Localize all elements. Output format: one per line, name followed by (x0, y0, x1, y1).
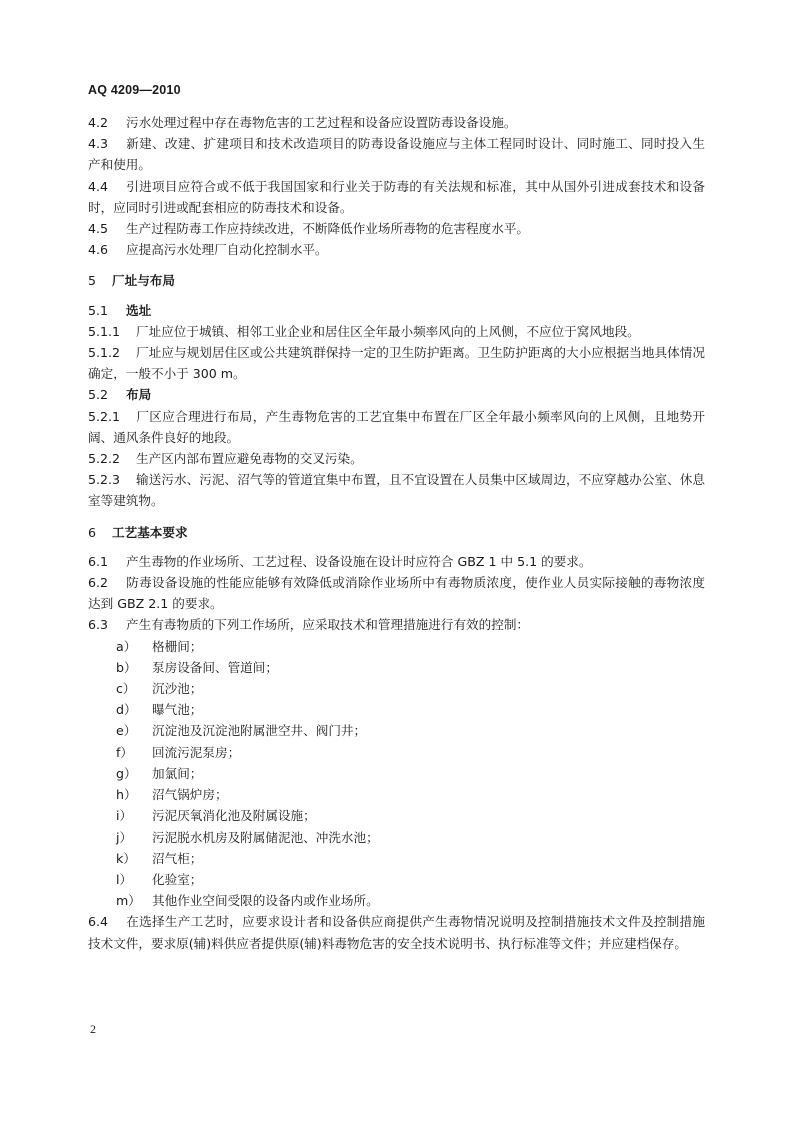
list-item (116, 699, 705, 720)
clause-text: 防毒设备设施的性能应能够有效降低或消除作业场所中有毒物质浓度，使作业人员实际接触的毒物浓度达到 GBZ 2.1 的要求。 (88, 575, 705, 612)
clause-number: 4.4 (88, 178, 109, 194)
subsection-number: 5.1 (88, 302, 109, 318)
clause-6-4 (88, 911, 705, 953)
list-item-text: 格栅间； (152, 638, 203, 654)
clause-number: 6.2 (88, 575, 109, 591)
section-title: 厂址与布局 (112, 273, 175, 289)
subsection-title: 布局 (126, 387, 152, 403)
list-item (116, 636, 705, 657)
list-item-text: 沼气锅炉房； (152, 787, 228, 803)
list-item-label: f） (116, 744, 134, 760)
list-item-text: 污泥厌氧消化池及附属设施； (152, 808, 316, 824)
list-item-text: 加氯间； (152, 765, 203, 781)
clause-number: 6.1 (88, 553, 109, 569)
list-item (116, 805, 705, 826)
clause-5-2-1 (88, 406, 705, 448)
list-item-label: k） (116, 850, 136, 866)
clause-5-2-3 (88, 469, 705, 511)
clause-4-4 (88, 176, 705, 218)
clause-text: 污水处理过程中存在毒物危害的工艺过程和设备应设置防毒设备设施。 (126, 115, 517, 130)
clause-text: 生产区内部布置应避免毒物的交叉污染。 (136, 451, 363, 467)
clause-text: 产生有毒物质的下列工作场所，应采取技术和管理措施进行有效的控制： (126, 617, 529, 633)
clause-text: 新建、改建、扩建项目和技术改造项目的防毒设备设施应与主体工程同时设计、同时施工、同时投入生产和使用。 (88, 136, 705, 173)
list-item-label: m） (116, 893, 141, 909)
clause-5-1-2 (88, 342, 705, 384)
clause-5-2-2 (88, 448, 705, 469)
subsection-number: 5.2 (88, 387, 109, 403)
list-item-label: g） (116, 765, 137, 781)
clause-6-3 (88, 614, 705, 635)
clause-number: 5.2.2 (88, 451, 121, 467)
clause-text: 厂区应合理进行布局，产生毒物危害的工艺宜集中布置在厂区全年最小频率风向的上风侧，且地势开阔、通风条件良好的地段。 (88, 408, 705, 445)
list-item-text: 化验室； (152, 871, 203, 887)
list-item-label: h） (116, 787, 137, 803)
clause-number: 5.2.1 (88, 408, 121, 424)
list-item-text: 回流污泥泵房； (152, 744, 241, 760)
page-number: 2 (90, 1022, 96, 1036)
section-6-heading (88, 522, 705, 543)
clause-number: 4.5 (88, 221, 109, 237)
subsection-5-2-heading (88, 384, 705, 405)
clause-5-1-1 (88, 321, 705, 342)
clause-6-2 (88, 572, 705, 614)
list-item-text: 其他作业空间受限的设备内或作业场所。 (152, 893, 379, 909)
list-item (116, 848, 705, 869)
clause-4-3 (88, 133, 705, 175)
clause-text: 应提高污水处理厂自动化控制水平。 (126, 242, 328, 258)
clause-text: 厂址应位于城镇、相邻工业企业和居住区全年最小频率风向的上风侧，不应位于窝风地段。 (136, 323, 640, 339)
clause-number: 6.4 (88, 914, 109, 930)
list-item-label: e） (116, 723, 137, 739)
clause-text: 生产过程防毒工作应持续改进，不断降低作业场所毒物的危害程度水平。 (126, 221, 529, 237)
section-number: 5 (88, 273, 97, 289)
list-item-text: 曝气池； (152, 702, 203, 718)
list-item (116, 720, 705, 741)
list-item-text: 沉沙池； (152, 681, 203, 697)
section-5-heading (88, 270, 705, 291)
list-item (116, 678, 705, 699)
clause-4-2 (88, 112, 705, 133)
list-item-text: 沼气柜； (152, 850, 203, 866)
clause-text: 厂址应与规划居住区或公共建筑群保持一定的卫生防护距离。卫生防护距离的大小应根据当地具体情况确定，一般不小于 300 m。 (88, 345, 705, 382)
clause-number: 4.6 (88, 242, 109, 258)
list-item (116, 827, 705, 848)
clause-number: 5.1.1 (88, 323, 121, 339)
list-item (116, 763, 705, 784)
list-item (116, 657, 705, 678)
list-item-label: l） (116, 871, 133, 887)
subsection-5-1-heading (88, 300, 705, 321)
list-item (116, 869, 705, 890)
list-item-label: j） (116, 829, 133, 845)
list-item-label: c） (116, 681, 136, 697)
list-item-label: a） (116, 638, 137, 654)
list-item-label: d） (116, 702, 137, 718)
clause-4-6 (88, 239, 705, 260)
clause-6-1 (88, 551, 705, 572)
clause-text: 输送污水、污泥、沼气等的管道宜集中布置，且不宜设置在人员集中区域周边，不应穿越办公室、休息室等建筑物。 (88, 472, 705, 509)
clause-number: 5.1.2 (88, 345, 121, 361)
clause-number: 4.2 (88, 115, 109, 130)
clause-number: 6.3 (88, 617, 109, 633)
list-item-text: 沉淀池及沉淀池附属泄空井、阀门井； (152, 723, 367, 739)
section-title: 工艺基本要求 (112, 524, 188, 540)
list-item-label: i） (116, 808, 133, 824)
list-item (116, 784, 705, 805)
clause-number: 5.2.3 (88, 472, 121, 488)
list-item-text: 泵房设备间、管道间； (152, 659, 278, 675)
document-body (88, 112, 705, 954)
section-number: 6 (88, 524, 97, 540)
list-item (116, 890, 705, 911)
list-item-label: b） (116, 659, 137, 675)
list-item (116, 742, 705, 763)
list-item-text: 污泥脱水机房及附属储泥池、冲洗水池； (152, 829, 379, 845)
clause-4-5 (88, 218, 705, 239)
clause-number: 4.3 (88, 136, 109, 152)
subsection-title: 选址 (126, 302, 152, 318)
standard-code-header: AQ 4209—2010 (88, 83, 181, 97)
clause-text: 产生毒物的作业场所、工艺过程、设备设施在设计时应符合 GBZ 1 中 5.1 的要求。 (126, 553, 592, 569)
clause-text: 引进项目应符合或不低于我国国家和行业关于防毒的有关法规和标准，其中从国外引进成套技术和设备时，应同时引进或配套相应的防毒技术和设备。 (88, 178, 705, 215)
clause-text: 在选择生产工艺时，应要求设计者和设备供应商提供产生毒物情况说明及控制措施技术文件及控制措施技术文件，要求原(辅)料供应者提供原(辅)料毒物危害的安全技术说明书、执行标准等文件；并应建档保存。 (88, 914, 705, 951)
